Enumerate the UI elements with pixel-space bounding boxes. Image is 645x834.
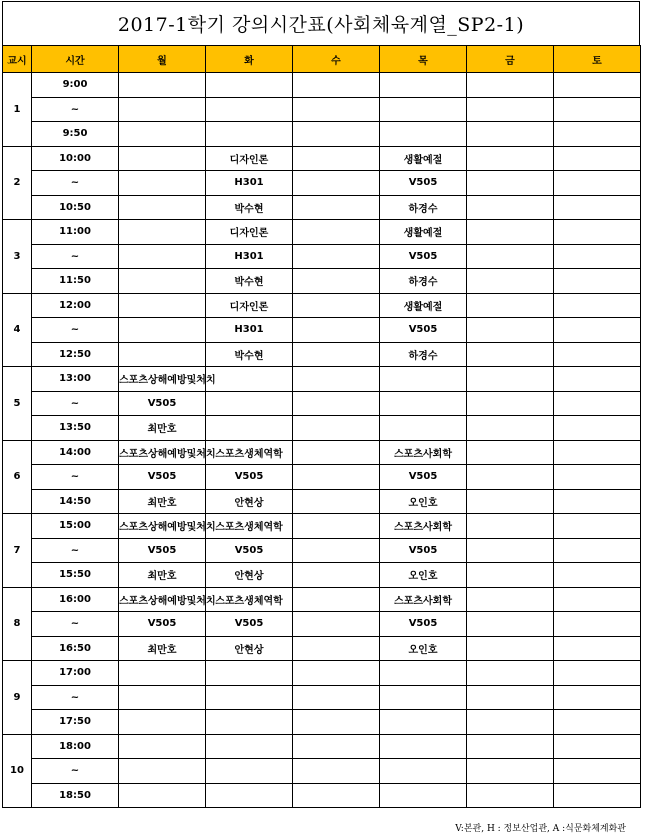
- class-cell: [119, 783, 206, 808]
- class-cell: [554, 661, 641, 686]
- class-cell: 최만호: [119, 416, 206, 441]
- class-cell: [467, 636, 554, 661]
- class-cell: [554, 710, 641, 735]
- period-number: 3: [3, 220, 32, 294]
- table-row: [3, 269, 641, 294]
- time-cell: ~: [32, 244, 119, 269]
- class-cell: [119, 318, 206, 343]
- table-row: [3, 636, 641, 661]
- class-cell: [554, 636, 641, 661]
- class-cell: V505: [380, 171, 467, 196]
- class-cell: [380, 661, 467, 686]
- class-cell: [293, 318, 380, 343]
- class-cell: [293, 293, 380, 318]
- class-cell: [293, 514, 380, 539]
- class-cell: 스포츠사회학: [380, 514, 467, 539]
- time-cell: 14:00: [32, 440, 119, 465]
- class-cell: [467, 416, 554, 441]
- table-row: [3, 195, 641, 220]
- class-cell: H301: [206, 171, 293, 196]
- class-cell: [293, 636, 380, 661]
- class-cell: 오인호: [380, 563, 467, 588]
- class-cell: 생활예절: [380, 146, 467, 171]
- class-cell: 하경수: [380, 195, 467, 220]
- class-cell: 박수현: [206, 269, 293, 294]
- timetable-body: [3, 73, 641, 808]
- class-cell: 안현상: [206, 563, 293, 588]
- class-cell: [119, 195, 206, 220]
- class-cell: 하경수: [380, 269, 467, 294]
- class-cell: H301: [206, 318, 293, 343]
- class-cell: [554, 489, 641, 514]
- class-cell: [380, 97, 467, 122]
- table-row: [3, 293, 641, 318]
- class-cell: [206, 759, 293, 784]
- period-number: 1: [3, 73, 32, 147]
- class-cell: 안현상: [206, 636, 293, 661]
- table-row: [3, 759, 641, 784]
- class-cell: [380, 73, 467, 98]
- class-cell: [554, 783, 641, 808]
- time-cell: 17:00: [32, 661, 119, 686]
- class-cell: [293, 342, 380, 367]
- class-cell: [467, 367, 554, 392]
- class-cell: [467, 244, 554, 269]
- class-cell: V505: [206, 465, 293, 490]
- table-row: [3, 612, 641, 637]
- class-cell: [119, 220, 206, 245]
- class-cell: [554, 195, 641, 220]
- class-cell: 박수현: [206, 195, 293, 220]
- class-cell: V505: [206, 612, 293, 637]
- class-cell: 최만호: [119, 563, 206, 588]
- class-cell: [119, 710, 206, 735]
- class-cell: [467, 342, 554, 367]
- class-cell: 생활예절: [380, 220, 467, 245]
- class-cell: [293, 146, 380, 171]
- period-number: 9: [3, 661, 32, 735]
- table-row: [3, 685, 641, 710]
- table-row: [3, 318, 641, 343]
- class-cell: V505: [380, 244, 467, 269]
- class-cell: 디자인론: [206, 146, 293, 171]
- header-time: 시간: [32, 46, 119, 73]
- class-cell: [119, 171, 206, 196]
- time-cell: 13:00: [32, 367, 119, 392]
- class-cell: V505: [206, 538, 293, 563]
- class-cell: [467, 146, 554, 171]
- timetable-sheet: [2, 1, 640, 834]
- class-cell: [293, 440, 380, 465]
- class-cell: [293, 73, 380, 98]
- class-cell: V505: [380, 612, 467, 637]
- class-cell: 안현상: [206, 489, 293, 514]
- class-cell: [467, 440, 554, 465]
- class-cell: [293, 563, 380, 588]
- class-cell: [467, 538, 554, 563]
- class-cell: [293, 416, 380, 441]
- class-cell: 최만호: [119, 489, 206, 514]
- time-cell: ~: [32, 465, 119, 490]
- class-cell: V505: [380, 465, 467, 490]
- table-row: [3, 587, 641, 612]
- class-cell: [467, 97, 554, 122]
- class-cell: [467, 710, 554, 735]
- time-cell: 11:50: [32, 269, 119, 294]
- class-cell: [293, 220, 380, 245]
- building-footnote: V:본관, H : 정보산업관, A :식문화체계화관: [455, 824, 626, 834]
- header-day-wed: 수: [293, 46, 380, 73]
- class-cell: [554, 367, 641, 392]
- class-cell: [293, 367, 380, 392]
- class-cell: [467, 734, 554, 759]
- class-cell: [467, 685, 554, 710]
- table-row: [3, 416, 641, 441]
- class-cell: V505: [119, 391, 206, 416]
- class-cell: [467, 563, 554, 588]
- time-cell: ~: [32, 97, 119, 122]
- class-cell: [206, 391, 293, 416]
- time-cell: 10:00: [32, 146, 119, 171]
- class-cell: [554, 514, 641, 539]
- time-cell: ~: [32, 759, 119, 784]
- timetable-grid: [2, 45, 641, 808]
- class-cell: [293, 195, 380, 220]
- table-row: [3, 783, 641, 808]
- class-cell: [293, 244, 380, 269]
- class-cell: [293, 489, 380, 514]
- class-cell: 하경수: [380, 342, 467, 367]
- header-day-mon: 월: [119, 46, 206, 73]
- class-cell: 스포츠상해예방및처치: [119, 587, 206, 612]
- class-cell: [554, 269, 641, 294]
- class-cell: [119, 734, 206, 759]
- time-cell: ~: [32, 391, 119, 416]
- class-cell: [467, 514, 554, 539]
- table-row: [3, 73, 641, 98]
- class-cell: 최만호: [119, 636, 206, 661]
- time-cell: 18:50: [32, 783, 119, 808]
- class-cell: [293, 171, 380, 196]
- class-cell: [206, 685, 293, 710]
- time-cell: 12:50: [32, 342, 119, 367]
- period-number: 2: [3, 146, 32, 220]
- class-cell: [206, 122, 293, 147]
- time-cell: 15:00: [32, 514, 119, 539]
- class-cell: [206, 97, 293, 122]
- table-row: [3, 514, 641, 539]
- class-cell: V505: [380, 538, 467, 563]
- period-number: 6: [3, 440, 32, 514]
- class-cell: [293, 710, 380, 735]
- class-cell: [554, 73, 641, 98]
- class-cell: 오인호: [380, 636, 467, 661]
- class-cell: [467, 783, 554, 808]
- class-cell: [554, 563, 641, 588]
- class-cell: [293, 661, 380, 686]
- table-row: [3, 122, 641, 147]
- period-number: 7: [3, 514, 32, 588]
- header-row: [3, 46, 641, 73]
- class-cell: [293, 685, 380, 710]
- header-period: 교시: [3, 46, 32, 73]
- class-cell: 스포츠사회학: [380, 587, 467, 612]
- period-number: 8: [3, 587, 32, 661]
- table-row: [3, 220, 641, 245]
- class-cell: 스포츠사회학: [380, 440, 467, 465]
- class-cell: [206, 73, 293, 98]
- class-cell: [467, 587, 554, 612]
- period-number: 10: [3, 734, 32, 808]
- class-cell: V505: [119, 538, 206, 563]
- table-row: [3, 146, 641, 171]
- class-cell: [467, 122, 554, 147]
- class-cell: [380, 783, 467, 808]
- time-cell: 9:00: [32, 73, 119, 98]
- time-cell: 18:00: [32, 734, 119, 759]
- class-cell: [119, 293, 206, 318]
- class-cell: [119, 244, 206, 269]
- class-cell: 스포츠상해예방및처치: [119, 367, 206, 392]
- class-cell: [206, 783, 293, 808]
- class-cell: [467, 318, 554, 343]
- class-cell: [554, 734, 641, 759]
- class-cell: [467, 391, 554, 416]
- class-cell: [554, 587, 641, 612]
- table-row: [3, 734, 641, 759]
- class-cell: [467, 220, 554, 245]
- class-cell: 스포츠생체역학: [206, 440, 293, 465]
- time-cell: 17:50: [32, 710, 119, 735]
- class-cell: 스포츠상해예방및처치: [119, 514, 206, 539]
- class-cell: V505: [119, 465, 206, 490]
- table-row: [3, 391, 641, 416]
- class-cell: [554, 685, 641, 710]
- class-cell: [119, 146, 206, 171]
- class-cell: [119, 97, 206, 122]
- class-cell: [554, 465, 641, 490]
- class-cell: [554, 244, 641, 269]
- class-cell: [119, 661, 206, 686]
- class-cell: 생활예절: [380, 293, 467, 318]
- table-row: [3, 367, 641, 392]
- table-row: [3, 244, 641, 269]
- header-day-fri: 금: [467, 46, 554, 73]
- class-cell: [554, 293, 641, 318]
- table-row: [3, 661, 641, 686]
- time-cell: 13:50: [32, 416, 119, 441]
- period-number: 5: [3, 367, 32, 441]
- class-cell: 디자인론: [206, 220, 293, 245]
- class-cell: [554, 759, 641, 784]
- class-cell: [119, 122, 206, 147]
- class-cell: [467, 171, 554, 196]
- time-cell: ~: [32, 612, 119, 637]
- class-cell: [380, 734, 467, 759]
- class-cell: [554, 391, 641, 416]
- class-cell: [380, 710, 467, 735]
- class-cell: [554, 171, 641, 196]
- class-cell: [467, 465, 554, 490]
- class-cell: [467, 73, 554, 98]
- time-cell: 11:00: [32, 220, 119, 245]
- class-cell: [293, 391, 380, 416]
- time-cell: 16:50: [32, 636, 119, 661]
- class-cell: [467, 269, 554, 294]
- header-day-tue: 화: [206, 46, 293, 73]
- class-cell: [380, 122, 467, 147]
- class-cell: [554, 146, 641, 171]
- class-cell: [554, 220, 641, 245]
- time-cell: 16:00: [32, 587, 119, 612]
- class-cell: [293, 612, 380, 637]
- time-cell: 12:00: [32, 293, 119, 318]
- class-cell: [293, 587, 380, 612]
- time-cell: 15:50: [32, 563, 119, 588]
- class-cell: [119, 685, 206, 710]
- class-cell: [554, 97, 641, 122]
- class-cell: [554, 342, 641, 367]
- class-cell: 오인호: [380, 489, 467, 514]
- class-cell: [119, 759, 206, 784]
- class-cell: [467, 195, 554, 220]
- class-cell: [380, 391, 467, 416]
- class-cell: [380, 367, 467, 392]
- class-cell: H301: [206, 244, 293, 269]
- class-cell: 스포츠상해예방및처치: [119, 440, 206, 465]
- class-cell: [467, 489, 554, 514]
- class-cell: [206, 734, 293, 759]
- table-row: [3, 489, 641, 514]
- class-cell: [293, 465, 380, 490]
- time-cell: 10:50: [32, 195, 119, 220]
- table-row: [3, 342, 641, 367]
- time-cell: ~: [32, 171, 119, 196]
- table-row: [3, 710, 641, 735]
- table-row: [3, 440, 641, 465]
- class-cell: [293, 783, 380, 808]
- class-cell: [293, 269, 380, 294]
- class-cell: [119, 342, 206, 367]
- time-cell: 14:50: [32, 489, 119, 514]
- header-day-sat: 토: [554, 46, 641, 73]
- table-row: [3, 171, 641, 196]
- class-cell: [293, 97, 380, 122]
- time-cell: 9:50: [32, 122, 119, 147]
- class-cell: 박수현: [206, 342, 293, 367]
- class-cell: [467, 612, 554, 637]
- class-cell: [554, 538, 641, 563]
- period-number: 4: [3, 293, 32, 367]
- table-row: [3, 538, 641, 563]
- class-cell: [206, 661, 293, 686]
- class-cell: V505: [119, 612, 206, 637]
- class-cell: [554, 318, 641, 343]
- table-row: [3, 465, 641, 490]
- class-cell: [467, 293, 554, 318]
- class-cell: [467, 759, 554, 784]
- table-row: [3, 97, 641, 122]
- class-cell: [380, 759, 467, 784]
- class-cell: [380, 685, 467, 710]
- class-cell: [293, 734, 380, 759]
- class-cell: [119, 269, 206, 294]
- class-cell: [467, 661, 554, 686]
- class-cell: [554, 612, 641, 637]
- table-row: [3, 563, 641, 588]
- class-cell: 스포츠생체역학: [206, 587, 293, 612]
- class-cell: [554, 416, 641, 441]
- time-cell: ~: [32, 685, 119, 710]
- time-cell: ~: [32, 318, 119, 343]
- time-cell: ~: [32, 538, 119, 563]
- timetable-title: 2017-1학기 강의시간표(사회체육계열_SP2-1): [2, 1, 640, 45]
- class-cell: [119, 73, 206, 98]
- class-cell: [293, 759, 380, 784]
- class-cell: 디자인론: [206, 293, 293, 318]
- class-cell: [380, 416, 467, 441]
- class-cell: [293, 122, 380, 147]
- class-cell: [554, 440, 641, 465]
- header-day-thu: 목: [380, 46, 467, 73]
- class-cell: [206, 367, 293, 392]
- class-cell: [293, 538, 380, 563]
- class-cell: [206, 710, 293, 735]
- class-cell: [554, 122, 641, 147]
- class-cell: V505: [380, 318, 467, 343]
- class-cell: [206, 416, 293, 441]
- class-cell: 스포츠생체역학: [206, 514, 293, 539]
